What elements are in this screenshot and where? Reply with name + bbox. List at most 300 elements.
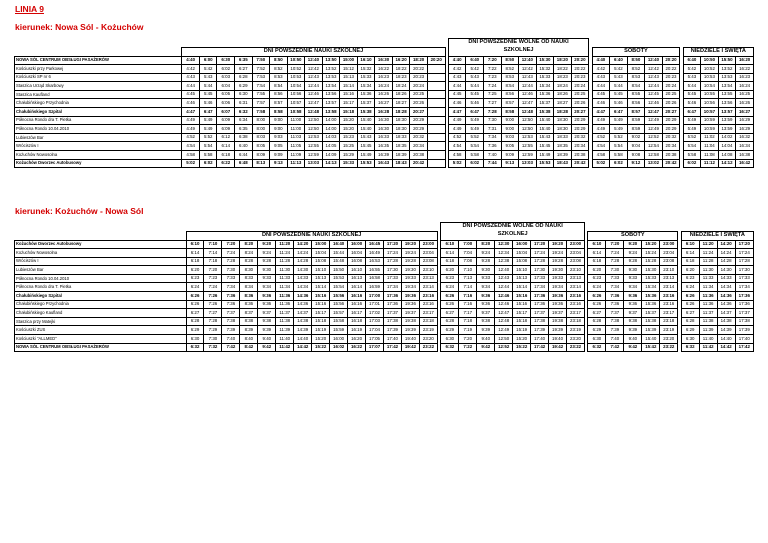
departure-time: 8:52 bbox=[627, 65, 645, 74]
departure-time: 7:50 bbox=[252, 56, 270, 65]
departure-time: 6:07 bbox=[217, 108, 235, 117]
departure-time: 6:26 bbox=[441, 300, 459, 309]
departure-time: 10:52 bbox=[701, 65, 719, 74]
departure-time: 13:56 bbox=[718, 99, 736, 108]
departure-time: 23:18 bbox=[660, 317, 678, 326]
departure-time: 5:49 bbox=[610, 116, 628, 125]
departure-time: 9:42 bbox=[258, 343, 276, 352]
departure-time: 6:24 bbox=[441, 283, 459, 292]
departure-time: 18:39 bbox=[392, 151, 410, 160]
departure-time: 13:58 bbox=[322, 108, 340, 117]
departure-time: 5:44 bbox=[610, 82, 628, 91]
departure-time: 20:29 bbox=[571, 116, 589, 125]
departure-time: 4:52 bbox=[592, 133, 610, 142]
departure-time: 19:24 bbox=[401, 249, 419, 258]
departure-time bbox=[427, 151, 445, 160]
departure-time: 12:30 bbox=[495, 240, 513, 249]
departure-time: 16:22 bbox=[375, 65, 393, 74]
stop-name: Kożuchów Dworzec Autobusowy bbox=[15, 240, 187, 249]
departure-time: 19:34 bbox=[549, 283, 567, 292]
departure-time: 6:27 bbox=[235, 65, 253, 74]
departure-time: 17:37 bbox=[735, 309, 753, 318]
departure-time: 12:50 bbox=[305, 116, 323, 125]
departure-time: 8:05 bbox=[252, 142, 270, 151]
departure-time: 11:38 bbox=[276, 317, 294, 326]
departure-time: 17:20 bbox=[735, 240, 753, 249]
departure-time: 4:42 bbox=[448, 65, 466, 74]
departure-time: 16:00 bbox=[513, 240, 531, 249]
departure-time: 15:14 bbox=[340, 82, 358, 91]
departure-time: 12:40 bbox=[495, 266, 513, 275]
departure-time: 11:39 bbox=[276, 326, 294, 335]
departure-time: 14:00 bbox=[322, 116, 340, 125]
departure-time: 19:20 bbox=[549, 240, 567, 249]
departure-time: 12:44 bbox=[645, 82, 663, 91]
departure-time: 13:56 bbox=[322, 90, 340, 99]
departure-time: 12:55 bbox=[519, 142, 537, 151]
departure-time: 15:16 bbox=[312, 300, 330, 309]
departure-time: 18:24 bbox=[392, 82, 410, 91]
departure-time: 23:17 bbox=[660, 309, 678, 318]
departure-time: 6:20 bbox=[186, 266, 204, 275]
departure-time: 13:02 bbox=[645, 159, 663, 168]
stop-name: Północna Rondo dra T. Pietka bbox=[15, 283, 187, 292]
departure-time: 8:36 bbox=[240, 300, 258, 309]
departure-time: 5:45 bbox=[199, 90, 217, 99]
departure-time bbox=[427, 116, 445, 125]
departure-time: 11:20 bbox=[699, 240, 717, 249]
departure-time: 8:57 bbox=[627, 108, 645, 117]
departure-time: 12:50 bbox=[495, 335, 513, 344]
departure-time: 17:36 bbox=[735, 292, 753, 301]
departure-time: 6:32 bbox=[441, 343, 459, 352]
departure-time: 5:58 bbox=[466, 151, 484, 160]
departure-time: 7:34 bbox=[222, 283, 240, 292]
departure-time: 6:26 bbox=[588, 300, 606, 309]
departure-time: 23:20 bbox=[567, 335, 585, 344]
departure-time: 4:52 bbox=[182, 133, 200, 142]
departure-time: 14:00 bbox=[322, 125, 340, 134]
departure-time: 17:34 bbox=[531, 283, 549, 292]
departure-time: 13:50 bbox=[322, 56, 340, 65]
departure-time: 6:29 bbox=[235, 82, 253, 91]
departure-time: 12:34 bbox=[495, 249, 513, 258]
departure-time: 23:08 bbox=[419, 257, 437, 266]
stop-name: Wróciszów I bbox=[15, 142, 182, 151]
departure-time: 14:40 bbox=[294, 335, 312, 344]
departure-time: 9:40 bbox=[624, 335, 642, 344]
departure-time: 9:36 bbox=[258, 300, 276, 309]
departure-time: 20:26 bbox=[410, 99, 428, 108]
departure-time: 9:02 bbox=[627, 133, 645, 142]
departure-time: 20:38 bbox=[571, 151, 589, 160]
departure-time: 9:36 bbox=[477, 300, 495, 309]
departure-time: 6:29 bbox=[588, 326, 606, 335]
departure-time: 12:43 bbox=[645, 73, 663, 82]
departure-time: 6:18 bbox=[588, 257, 606, 266]
departure-time: 18:28 bbox=[392, 108, 410, 117]
departure-time: 20:32 bbox=[571, 133, 589, 142]
departure-time: 6:18 bbox=[441, 257, 459, 266]
departure-time: 16:25 bbox=[736, 90, 754, 99]
departure-time: 6:34 bbox=[235, 116, 253, 125]
departure-time: 17:36 bbox=[735, 300, 753, 309]
departure-time: 7:34 bbox=[606, 283, 624, 292]
departure-time: 6:47 bbox=[199, 108, 217, 117]
departure-time: 17:39 bbox=[384, 326, 402, 335]
departure-time: 7:25 bbox=[483, 90, 501, 99]
departure-time: 7:10 bbox=[204, 240, 222, 249]
departure-time: 8:56 bbox=[627, 99, 645, 108]
departure-time: 23:04 bbox=[660, 249, 678, 258]
departure-time: 4:54 bbox=[592, 142, 610, 151]
departure-time: 23:17 bbox=[419, 309, 437, 318]
header-gap bbox=[186, 223, 437, 232]
departure-time: 12:52 bbox=[645, 133, 663, 142]
table-row bbox=[15, 274, 754, 283]
departure-time: 17:24 bbox=[384, 249, 402, 258]
departure-time: 15:36 bbox=[536, 90, 554, 99]
departure-time: 15:48 bbox=[330, 257, 348, 266]
departure-time: 4:42 bbox=[592, 65, 610, 74]
departure-time: 20:20 bbox=[427, 56, 445, 65]
departure-time: 15:54 bbox=[330, 283, 348, 292]
departure-time: 15:13 bbox=[312, 274, 330, 283]
departure-time: 8:55 bbox=[627, 90, 645, 99]
departure-time: 13:54 bbox=[718, 82, 736, 91]
departure-time: 15:13 bbox=[340, 73, 358, 82]
departure-time: 15:10 bbox=[513, 266, 531, 275]
departure-time: 18:22 bbox=[392, 65, 410, 74]
departure-time: 9:24 bbox=[624, 249, 642, 258]
departure-time: 15:38 bbox=[642, 317, 660, 326]
departure-time: 15:14 bbox=[513, 283, 531, 292]
departure-time: 9:37 bbox=[477, 309, 495, 318]
departure-time: 5:45 bbox=[683, 90, 701, 99]
departure-time: 6:32 bbox=[681, 343, 699, 352]
departure-time: 4:46 bbox=[592, 99, 610, 108]
departure-time: 12:45 bbox=[645, 90, 663, 99]
departure-time: 15:17 bbox=[513, 309, 531, 318]
departure-time: 15:40 bbox=[357, 116, 375, 125]
departure-time: 19:30 bbox=[401, 266, 419, 275]
departure-time: 7:29 bbox=[204, 326, 222, 335]
departure-time: 16:04 bbox=[348, 249, 366, 258]
departure-time: 7:14 bbox=[204, 249, 222, 258]
departure-time: 16:49 bbox=[366, 249, 384, 258]
departure-time: 23:10 bbox=[419, 266, 437, 275]
departure-time: 7:40 bbox=[606, 335, 624, 344]
departure-time: 15:37 bbox=[357, 99, 375, 108]
departure-time: 12:42 bbox=[645, 65, 663, 74]
departure-time: 7:24 bbox=[483, 82, 501, 91]
departure-time: 11:05 bbox=[287, 142, 305, 151]
departure-time: 20:29 bbox=[662, 116, 680, 125]
departure-time: 6:48 bbox=[235, 159, 253, 168]
stop-name: Północna Rondo 10.04.2010 bbox=[15, 125, 182, 134]
departure-time: 20:24 bbox=[662, 82, 680, 91]
departure-time: 7:38 bbox=[222, 317, 240, 326]
departure-time: 16:17 bbox=[348, 309, 366, 318]
departure-time: 7:27 bbox=[483, 99, 501, 108]
departure-time: 14:38 bbox=[717, 317, 735, 326]
departure-time: 13:03 bbox=[519, 159, 537, 168]
departure-time: 15:22 bbox=[513, 343, 531, 352]
departure-time: 14:39 bbox=[717, 326, 735, 335]
departure-time: 8:28 bbox=[240, 257, 258, 266]
departure-time: 16:55 bbox=[366, 266, 384, 275]
departure-time: 9:30 bbox=[624, 266, 642, 275]
departure-time: 5:45 bbox=[610, 90, 628, 99]
departure-time: 6:26 bbox=[186, 292, 204, 301]
departure-time: 15:32 bbox=[357, 65, 375, 74]
departure-time: 8:54 bbox=[501, 82, 519, 91]
header-weekday-free-2: SZKOLNEJ bbox=[448, 47, 588, 56]
line-title: LINIA 9 bbox=[15, 4, 44, 14]
header-weekday-free-2: SZKOLNEJ bbox=[441, 231, 585, 240]
departure-time: 13:53 bbox=[322, 73, 340, 82]
departure-time: 20:29 bbox=[571, 125, 589, 134]
departure-time: 14:40 bbox=[717, 335, 735, 344]
departure-time: 6:14 bbox=[441, 249, 459, 258]
departure-time: 17:38 bbox=[384, 317, 402, 326]
departure-time: 9:42 bbox=[624, 343, 642, 352]
table-row bbox=[15, 73, 754, 82]
departure-time: 7:16 bbox=[459, 300, 477, 309]
departure-time: 20:29 bbox=[662, 125, 680, 134]
departure-time: 5:44 bbox=[466, 82, 484, 91]
departure-time: 5:46 bbox=[199, 99, 217, 108]
departure-time: 12:46 bbox=[495, 300, 513, 309]
departure-time: 15:43 bbox=[536, 133, 554, 142]
departure-time: 15:18 bbox=[312, 317, 330, 326]
departure-time: 6:20 bbox=[588, 266, 606, 275]
departure-time: 15:33 bbox=[642, 274, 660, 283]
departure-time: 11:09 bbox=[287, 151, 305, 160]
departure-time: 23:14 bbox=[660, 283, 678, 292]
departure-time: 17:36 bbox=[531, 292, 549, 301]
departure-time: 6:40 bbox=[466, 56, 484, 65]
departure-time: 23:19 bbox=[567, 326, 585, 335]
departure-time: 7:33 bbox=[222, 274, 240, 283]
departure-time: 16:29 bbox=[736, 125, 754, 134]
departure-time: 20:27 bbox=[662, 108, 680, 117]
departure-time: 19:30 bbox=[549, 266, 567, 275]
departure-time: 7:00 bbox=[459, 240, 477, 249]
departure-time: 6:10 bbox=[186, 240, 204, 249]
departure-time: 16:58 bbox=[366, 274, 384, 283]
departure-time: 6:30 bbox=[235, 90, 253, 99]
departure-time: 12:48 bbox=[519, 108, 537, 117]
departure-time: 15:12 bbox=[340, 65, 358, 74]
header-weekday-free: DNI POWSZEDNIE WOLNE OD NAUKI bbox=[441, 223, 585, 232]
departure-time bbox=[427, 73, 445, 82]
departure-time: 8:38 bbox=[240, 317, 258, 326]
departure-time: 17:42 bbox=[384, 343, 402, 352]
departure-time: 12:47 bbox=[495, 309, 513, 318]
departure-time: 7:57 bbox=[252, 99, 270, 108]
departure-time: 11:30 bbox=[699, 266, 717, 275]
departure-time: 18:35 bbox=[554, 142, 572, 151]
departure-time: 7:17 bbox=[459, 309, 477, 318]
departure-time: 16:00 bbox=[348, 240, 366, 249]
departure-time: 7:34 bbox=[483, 133, 501, 142]
departure-time: 6:26 bbox=[681, 292, 699, 301]
departure-time: 6:44 bbox=[235, 151, 253, 160]
departure-time: 12:38 bbox=[495, 257, 513, 266]
departure-time: 18:26 bbox=[392, 90, 410, 99]
departure-time: 15:30 bbox=[536, 56, 554, 65]
departure-time: 15:36 bbox=[357, 90, 375, 99]
departure-time: 8:00 bbox=[252, 125, 270, 134]
departure-time: 4:58 bbox=[182, 151, 200, 160]
departure-time: 20:29 bbox=[410, 116, 428, 125]
table-row bbox=[15, 142, 754, 151]
stop-name: Północna Rondo dra T. Pietka bbox=[15, 116, 182, 125]
departure-time: 15:20 bbox=[513, 335, 531, 344]
departure-time: 9:04 bbox=[627, 142, 645, 151]
departure-time: 17:40 bbox=[531, 335, 549, 344]
departure-time: 10:58 bbox=[287, 108, 305, 117]
stop-name: Staszica Urząd Skarbowy bbox=[15, 82, 182, 91]
departure-time: 12:42 bbox=[519, 65, 537, 74]
departure-time: 13:57 bbox=[322, 99, 340, 108]
departure-time: 6:47 bbox=[466, 108, 484, 117]
departure-time: 16:08 bbox=[348, 257, 366, 266]
departure-time: 15:18 bbox=[513, 317, 531, 326]
header-sunday: NIEDZIELE I ŚWIĘTA bbox=[683, 47, 753, 56]
departure-time: 11:37 bbox=[699, 309, 717, 318]
departure-time: 10:54 bbox=[287, 82, 305, 91]
departure-time: 10:55 bbox=[701, 90, 719, 99]
departure-time: 20:22 bbox=[662, 65, 680, 74]
departure-time: 23:18 bbox=[419, 317, 437, 326]
departure-time: 20:38 bbox=[662, 151, 680, 160]
departure-time: 19:24 bbox=[549, 249, 567, 258]
departure-time: 23:08 bbox=[567, 257, 585, 266]
departure-time: 15:18 bbox=[340, 108, 358, 117]
departure-time: 14:38 bbox=[294, 317, 312, 326]
departure-time: 15:50 bbox=[718, 56, 736, 65]
departure-time: 15:16 bbox=[513, 292, 531, 301]
departure-time: 6:28 bbox=[588, 317, 606, 326]
departure-time: 11:37 bbox=[276, 309, 294, 318]
departure-time: 17:01 bbox=[366, 300, 384, 309]
departure-time: 7:20 bbox=[606, 240, 624, 249]
departure-time: 16:13 bbox=[348, 274, 366, 283]
departure-time: 20:24 bbox=[410, 82, 428, 91]
departure-time: 9:20 bbox=[624, 240, 642, 249]
departure-time: 17:33 bbox=[735, 274, 753, 283]
departure-time: 16:10 bbox=[357, 56, 375, 65]
departure-time: 23:04 bbox=[419, 249, 437, 258]
departure-time: 7:54 bbox=[252, 82, 270, 91]
departure-time: 18:30 bbox=[554, 125, 572, 134]
stop-name: Kożuchów Nowosolna bbox=[15, 151, 182, 160]
departure-time: 7:28 bbox=[606, 257, 624, 266]
departure-time: 20:22 bbox=[410, 65, 428, 74]
departure-time: 23:16 bbox=[419, 300, 437, 309]
departure-time: 9:36 bbox=[624, 292, 642, 301]
departure-time: 15:53 bbox=[330, 274, 348, 283]
departure-time: 8:40 bbox=[240, 335, 258, 344]
departure-time: 4:46 bbox=[448, 99, 466, 108]
table-row bbox=[15, 292, 754, 301]
departure-time: 11:12 bbox=[701, 159, 719, 168]
departure-time: 7:16 bbox=[459, 292, 477, 301]
departure-time: 8:39 bbox=[240, 326, 258, 335]
departure-time: 6:27 bbox=[186, 309, 204, 318]
departure-time: 15:38 bbox=[357, 108, 375, 117]
departure-time: 8:54 bbox=[627, 82, 645, 91]
departure-time: 5:43 bbox=[683, 73, 701, 82]
header-row bbox=[15, 231, 754, 240]
departure-time: 15:53 bbox=[536, 159, 554, 168]
departure-time: 15:04 bbox=[513, 249, 531, 258]
stop-name: Wróciszów I bbox=[15, 257, 187, 266]
departure-time: 19:37 bbox=[549, 309, 567, 318]
departure-time: 7:31 bbox=[483, 125, 501, 134]
departure-time: 16:24 bbox=[736, 82, 754, 91]
stop-name: Północna Rondo 10.04.2010 bbox=[15, 274, 187, 283]
departure-time: 9:39 bbox=[477, 326, 495, 335]
departure-time: 19:34 bbox=[401, 283, 419, 292]
departure-time: 6:47 bbox=[683, 108, 701, 117]
departure-time: 14:33 bbox=[717, 274, 735, 283]
departure-time: 15:49 bbox=[536, 151, 554, 160]
departure-time: 19:33 bbox=[549, 274, 567, 283]
departure-time: 23:16 bbox=[419, 292, 437, 301]
departure-time: 5:46 bbox=[610, 99, 628, 108]
stop-name: Staszica przy Matejki bbox=[15, 317, 187, 326]
departure-time: 5:43 bbox=[610, 73, 628, 82]
departure-time: 23:04 bbox=[567, 249, 585, 258]
departure-time: 15:40 bbox=[357, 125, 375, 134]
table-row bbox=[15, 266, 754, 275]
departure-time: 8:34 bbox=[240, 283, 258, 292]
departure-time: 15:56 bbox=[330, 300, 348, 309]
departure-time: 14:04 bbox=[718, 142, 736, 151]
departure-time bbox=[427, 133, 445, 142]
departure-time: 7:28 bbox=[483, 108, 501, 117]
header-saturday: SOBOTY bbox=[592, 47, 680, 56]
departure-time: 5:42 bbox=[610, 65, 628, 74]
departure-time: 16:35 bbox=[375, 142, 393, 151]
departure-time: 6:40 bbox=[683, 56, 701, 65]
departure-time: 12:50 bbox=[519, 116, 537, 125]
departure-time: 15:30 bbox=[642, 266, 660, 275]
departure-time: 15:34 bbox=[642, 283, 660, 292]
departure-time: 6:32 bbox=[235, 108, 253, 117]
departure-time: 14:33 bbox=[294, 274, 312, 283]
header-blank bbox=[15, 223, 187, 232]
departure-time: 12:40 bbox=[519, 56, 537, 65]
departure-time: 9:20 bbox=[258, 240, 276, 249]
departure-time: 5:49 bbox=[610, 125, 628, 134]
departure-time: 18:33 bbox=[554, 133, 572, 142]
header-row bbox=[15, 223, 754, 232]
departure-time: 8:56 bbox=[270, 90, 288, 99]
departure-time: 11:42 bbox=[276, 343, 294, 352]
stop-name: Chałubińskiego Szpital bbox=[15, 292, 187, 301]
departure-time: 15:36 bbox=[642, 292, 660, 301]
departure-time: 16:42 bbox=[736, 159, 754, 168]
departure-time: 7:24 bbox=[222, 249, 240, 258]
departure-time: 6:02 bbox=[683, 159, 701, 168]
departure-time: 9:03 bbox=[270, 133, 288, 142]
departure-time: 6:23 bbox=[186, 274, 204, 283]
departure-time: 6:29 bbox=[186, 326, 204, 335]
